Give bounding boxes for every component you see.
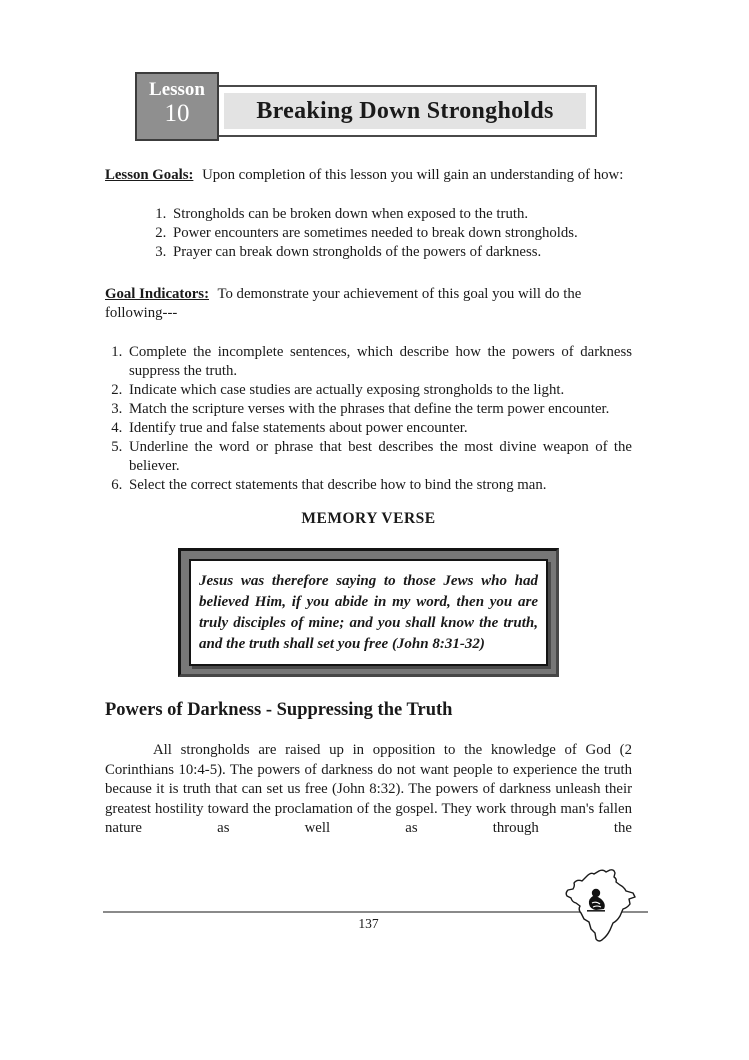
list-item: 2. Power encounters are sometimes needed to break down strongholds.	[170, 224, 632, 243]
list-item: 4. Identify true and false statements about power encounter.	[126, 419, 632, 438]
list-item: 1. Complete the incomplete sentences, which describe how the powers of darkness suppress the truth.	[126, 343, 632, 381]
list-item: 2. Indicate which case studies are actually exposing strongholds to the light.	[126, 381, 632, 400]
lesson-goals-intro-text: Upon completion of this lesson you will gain an understanding of how:	[202, 167, 624, 183]
section-heading: Powers of Darkness - Suppressing the Truth	[105, 700, 453, 720]
goal-indicators-intro	[105, 285, 632, 323]
body-paragraph: All strongholds are raised up in opposition to the knowledge of God (2 Corinthians 10:4-5). The powers of darkness do not want people to experience the truth because it is truth that can set us free (John 8:32). The powers of darkness unleash their greatest hostility toward the proclamation of the gospel. They work through man's fallen nature as well as through the	[105, 742, 632, 836]
memory-verse-box	[178, 548, 559, 677]
lesson-label: Lesson	[149, 79, 205, 100]
lesson-title-box	[213, 85, 597, 137]
list-item: 6. Select the correct statements that describe how to bind the strong man.	[126, 476, 632, 495]
memory-verse-text: Jesus was therefore saying to those Jews who had believed Him, if you abide in my word, then you are truly disciples of mine; and you shall know the truth, and the truth shall set you free (John 8:31-32)	[199, 572, 538, 652]
lesson-number-box	[135, 72, 219, 141]
list-item: 5. Underline the word or phrase that best describes the most divine weapon of the believer.	[126, 438, 632, 476]
goal-indicators-intro-text: To demonstrate your achievement of this goal you will do the following---	[105, 286, 582, 321]
list-item: 1. Strongholds can be broken down when exposed to the truth.	[170, 205, 632, 224]
lesson-title: Breaking Down Strongholds	[224, 93, 586, 129]
memory-verse-panel	[189, 559, 548, 666]
africa-map-icon	[563, 866, 641, 946]
memory-verse-heading: MEMORY VERSE	[301, 510, 436, 527]
lesson-goals-intro	[105, 166, 632, 185]
list-item: 3. Match the scripture verses with the phrases that define the term power encounter.	[126, 400, 632, 419]
lesson-number: 10	[164, 100, 190, 127]
lesson-goals-list	[105, 205, 632, 262]
list-item: 3. Prayer can break down strongholds of the powers of darkness.	[170, 243, 632, 262]
lesson-goals-label: Lesson Goals:	[105, 167, 194, 183]
page-content	[105, 166, 632, 839]
goal-indicators-label: Goal Indicators:	[105, 286, 209, 302]
page-number: 137	[358, 916, 379, 931]
goal-indicators-list	[105, 343, 632, 495]
